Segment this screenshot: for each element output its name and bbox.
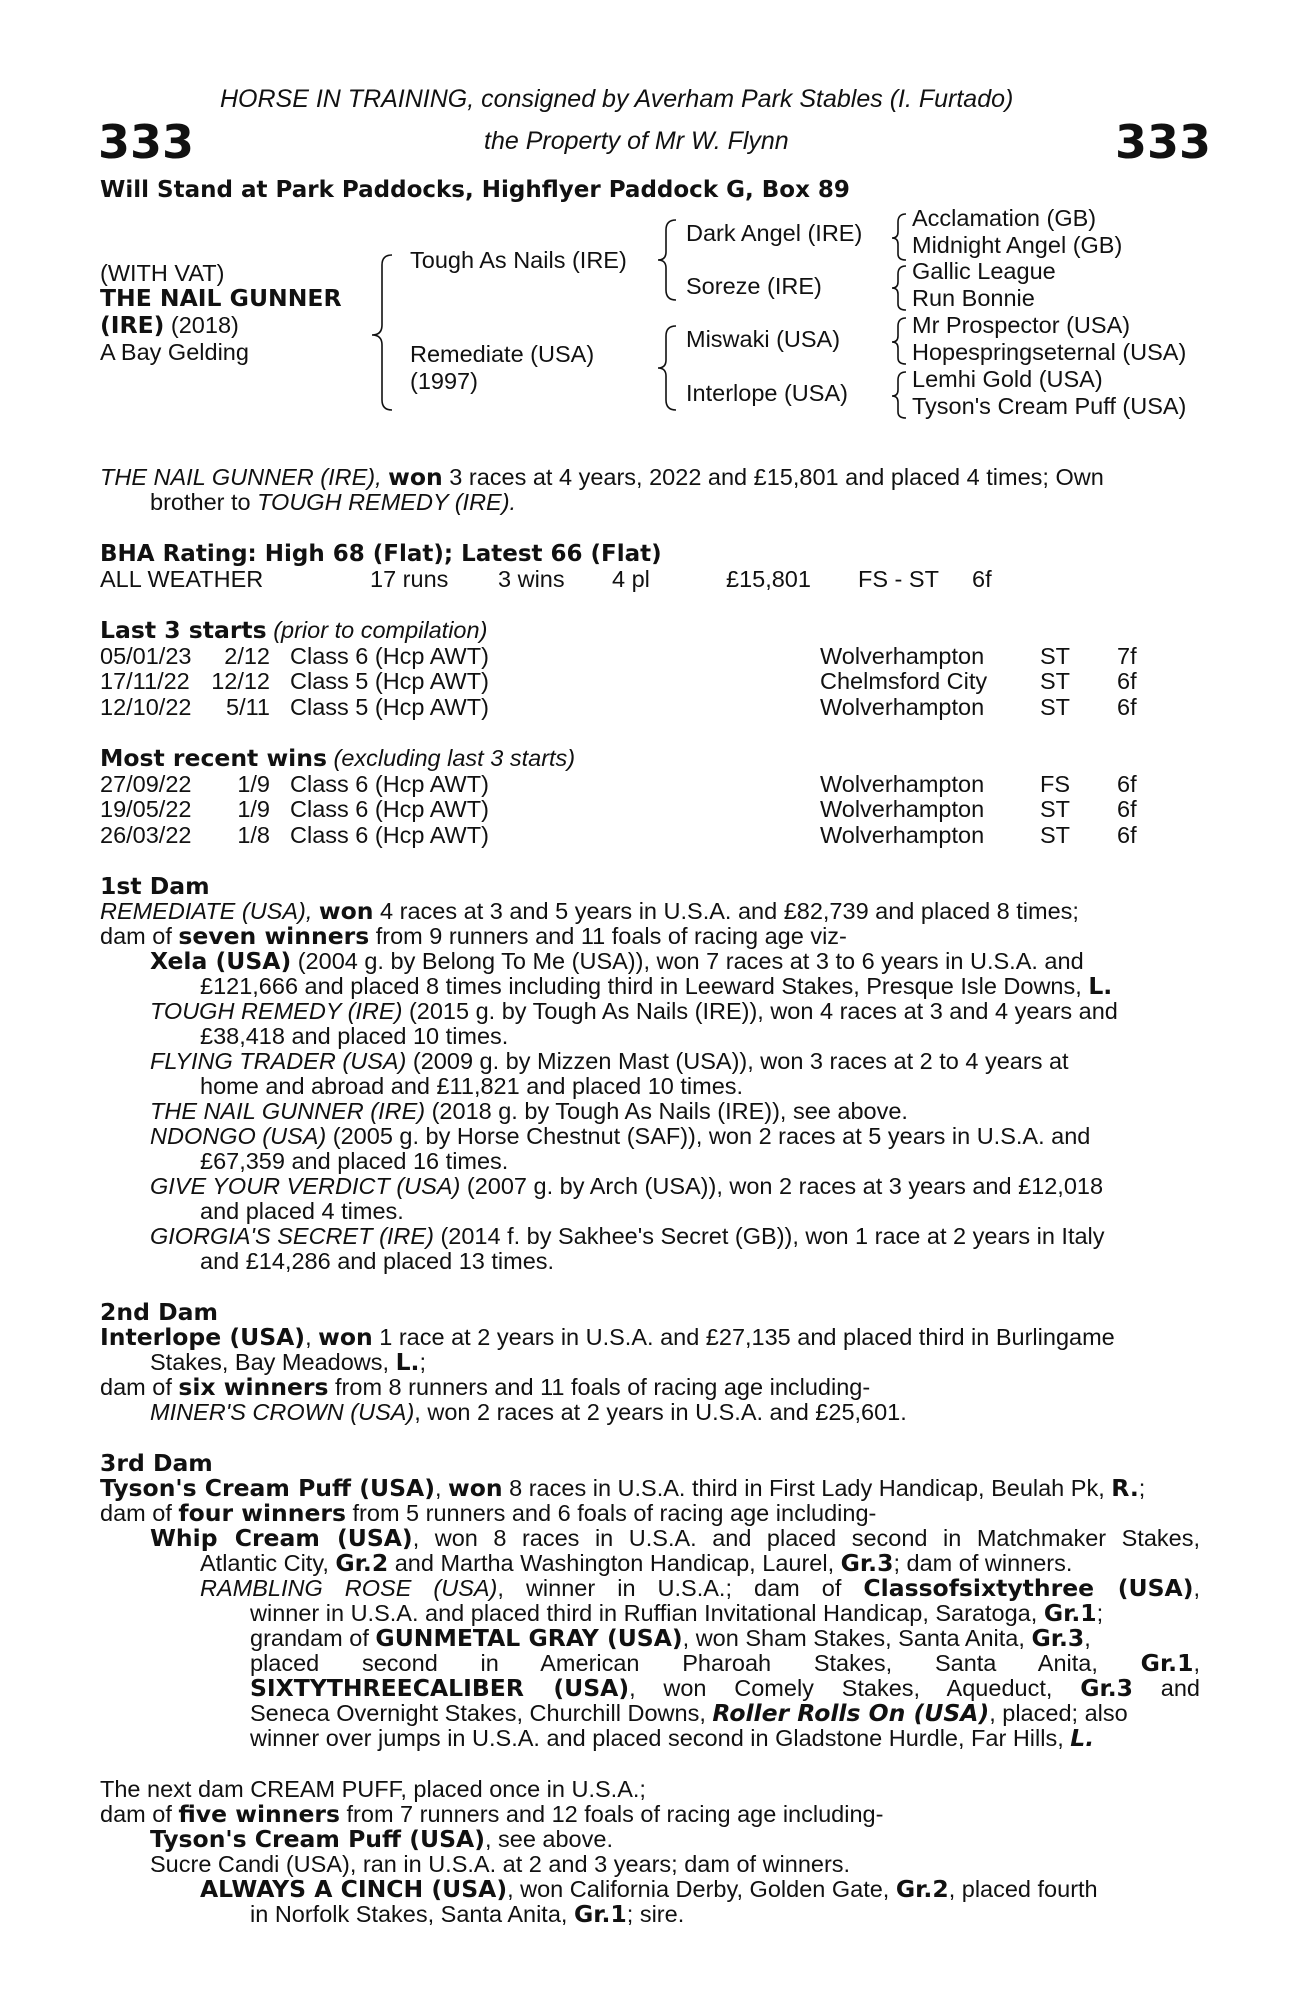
horse-name: THE NAIL GUNNER xyxy=(100,284,342,312)
dam1-line1: REMEDIATE (USA), won 4 races at 3 and 5 years in U.S.A. and £82,739 and placed 8 times; xyxy=(100,897,1079,925)
lot-number-left: 333 xyxy=(98,115,195,169)
bha-rating: BHA Rating: High 68 (Flat); Latest 66 (Flat) xyxy=(100,541,662,567)
next-dam-line1: The next dam CREAM PUFF, placed once in U.S.A.; xyxy=(100,1776,646,1802)
pedigree-sire-dam: Soreze (IRE) xyxy=(686,273,822,299)
dam1-line2: dam of seven winners from 9 runners and 11 foals of racing age viz- xyxy=(100,922,847,950)
rating-record-row xyxy=(100,566,1200,592)
pedigree-sire-sire: Dark Angel (IRE) xyxy=(686,220,863,246)
rating-earnings: £15,801 xyxy=(726,566,811,592)
pedigree-sdd: Run Bonnie xyxy=(912,285,1035,311)
progeny-give-your-verdict: GIVE YOUR VERDICT (USA) (2007 g. by Arch (USA)), won 2 races at 3 years and £12,018 xyxy=(150,1173,1104,1199)
progeny-ndongo: NDONGO (USA) (2005 g. by Horse Chestnut (SAF)), won 2 races at 5 years in U.S.A. and xyxy=(150,1123,1091,1149)
consignment-line: HORSE IN TRAINING, consigned by Averham Park Stables (I. Furtado) xyxy=(220,85,1014,113)
dam2-line3: dam of six winners from 8 runners and 11 foals of racing age including- xyxy=(100,1373,871,1401)
pedigree-dam: Remediate (USA) xyxy=(410,341,595,367)
property-line: the Property of Mr W. Flynn xyxy=(484,127,789,155)
form-row: 17/11/22 12/12 Class 5 (Hcp AWT) Chelmsford City ST 6f xyxy=(100,668,1137,694)
win-row: 27/09/22 1/9 Class 6 (Hcp AWT) Wolverhampton FS 6f xyxy=(100,771,1137,797)
dam2-line2: Stakes, Bay Meadows, L.; xyxy=(150,1348,426,1376)
progeny-xela-line2: £121,666 and placed 8 times including third in Leeward Stakes, Presque Isle Downs, L. xyxy=(200,972,1113,1000)
progeny-xela: Xela (USA) (2004 g. by Belong To Me (USA)), won 7 races at 3 to 6 years in U.S.A. and xyxy=(150,947,1084,975)
dam3-heading: 3rd Dam xyxy=(100,1449,213,1477)
dam2-heading: 2nd Dam xyxy=(100,1298,218,1326)
rating-distance: 6f xyxy=(972,566,992,592)
progeny-rambling-rose-line3: grandam of GUNMETAL GRAY (USA), won Sham Stakes, Santa Anita, Gr.3, xyxy=(250,1624,1091,1652)
pedigree-ssd: Midnight Angel (GB) xyxy=(912,232,1123,258)
horse-description: A Bay Gelding xyxy=(100,339,249,365)
recent-wins-heading: Most recent wins (excluding last 3 starts) xyxy=(100,744,576,772)
progeny-flying-trader: FLYING TRADER (USA) (2009 g. by Mizzen Mast (USA)), won 3 races at 2 to 4 years at xyxy=(150,1048,1069,1074)
vat-status: (WITH VAT) xyxy=(100,260,225,286)
pedigree-sss: Acclamation (GB) xyxy=(912,205,1097,231)
progeny-tysons-cream-puff: Tyson's Cream Puff (USA), see above. xyxy=(150,1825,613,1853)
pedigree-dss: Mr Prospector (USA) xyxy=(912,312,1131,338)
progeny-giorgias-secret-line2: and £14,286 and placed 13 times. xyxy=(200,1248,555,1274)
pedigree-dam-year: (1997) xyxy=(410,368,478,394)
pedigree-dds: Lemhi Gold (USA) xyxy=(912,366,1103,392)
progeny-sixtythreecaliber-line2: Seneca Overnight Stakes, Churchill Downs, Roller Rolls On (USA), placed; also xyxy=(250,1699,1128,1727)
progeny-whip-cream-line2: Atlantic City, Gr.2 and Martha Washington Handicap, Laurel, Gr.3; dam of winners. xyxy=(200,1549,1073,1577)
listed-mark: L. xyxy=(1070,1724,1095,1752)
pedigree-sire: Tough As Nails (IRE) xyxy=(410,247,627,273)
dam3-line1: Tyson's Cream Puff (USA), won 8 races in U.S.A. third in First Lady Handicap, Beulah Pk, R.; xyxy=(100,1474,1146,1502)
progeny-giorgias-secret: GIORGIA'S SECRET (IRE) (2014 f. by Sakhee's Secret (GB)), won 1 race at 2 years in Italy xyxy=(150,1223,1105,1249)
summary-line2: brother to TOUGH REMEDY (IRE). xyxy=(150,489,517,515)
progeny-rambling-rose-line2: winner in U.S.A. and placed third in Ruffian Invitational Handicap, Saratoga, Gr.1; xyxy=(250,1599,1104,1627)
form-row: 05/01/23 2/12 Class 6 (Hcp AWT) Wolverhampton ST 7f xyxy=(100,643,1137,669)
rating-placed: 4 pl xyxy=(612,566,650,592)
dam1-heading: 1st Dam xyxy=(100,872,210,900)
pedigree-dam-dam: Interlope (USA) xyxy=(686,380,848,406)
pedigree-dam-sire: Miswaki (USA) xyxy=(686,326,841,352)
progeny-tough-remedy-line2: £38,418 and placed 10 times. xyxy=(200,1023,509,1049)
rating-surface: ALL WEATHER xyxy=(100,566,264,592)
progeny-give-your-verdict-line2: and placed 4 times. xyxy=(200,1198,404,1224)
progeny-ndongo-line2: £67,359 and placed 16 times. xyxy=(200,1148,509,1174)
progeny-sixtythreecaliber-line3: winner over jumps in U.S.A. and placed second in Gladstone Hurdle, Far Hills, L. xyxy=(250,1724,1095,1752)
rating-wins: 3 wins xyxy=(498,566,565,592)
summary-line1: THE NAIL GUNNER (IRE), won 3 races at 4 years, 2022 and £15,801 and placed 4 times; Own xyxy=(100,463,1104,491)
progeny-flying-trader-line2: home and abroad and £11,821 and placed 10 times. xyxy=(200,1073,744,1099)
progeny-always-a-cinch: ALWAYS A CINCH (USA), won California Derby, Golden Gate, Gr.2, placed fourth xyxy=(200,1875,1098,1903)
pedigree-dsd: Hopespringseternal (USA) xyxy=(912,339,1187,365)
progeny-miners-crown: MINER'S CROWN (USA), won 2 races at 2 years in U.S.A. and £25,601. xyxy=(150,1399,907,1425)
progeny-sucre-candi: Sucre Candi (USA), ran in U.S.A. at 2 and 3 years; dam of winners. xyxy=(150,1851,851,1877)
progeny-rambling-rose-line4: placed second in American Pharoah Stakes, Santa Anita, Gr.1, xyxy=(250,1649,1200,1677)
win-row: 26/03/22 1/8 Class 6 (Hcp AWT) Wolverhampton ST 6f xyxy=(100,822,1137,848)
pedigree-ddd: Tyson's Cream Puff (USA) xyxy=(912,393,1187,419)
rating-going: FS - ST xyxy=(858,566,939,592)
dam2-line1: Interlope (USA), won 1 race at 2 years in U.S.A. and £27,135 and placed third in Burlingame xyxy=(100,1323,1115,1351)
stand-location: Will Stand at Park Paddocks, Highflyer Paddock G, Box 89 xyxy=(100,177,850,203)
rating-runs: 17 runs xyxy=(370,566,449,592)
pedigree-braces xyxy=(0,0,1314,440)
progeny-whip-cream: Whip Cream (USA), won 8 races in U.S.A. and placed second in Matchmaker Stakes, xyxy=(150,1524,1201,1552)
pedigree-sds: Gallic League xyxy=(912,258,1056,284)
dam3-line2: dam of four winners from 5 runners and 6 foals of racing age including- xyxy=(100,1499,877,1527)
progeny-nail-gunner: THE NAIL GUNNER (IRE) (2018 g. by Tough As Nails (IRE)), see above. xyxy=(150,1098,908,1124)
form-row: 12/10/22 5/11 Class 5 (Hcp AWT) Wolverhampton ST 6f xyxy=(100,694,1137,720)
progeny-tough-remedy: TOUGH REMEDY (IRE) (2015 g. by Tough As Nails (IRE)), won 4 races at 3 and 4 years and xyxy=(150,998,1118,1024)
progeny-always-a-cinch-line2: in Norfolk Stakes, Santa Anita, Gr.1; sire. xyxy=(250,1900,685,1928)
horse-name-line2: (IRE) (2018) xyxy=(100,311,239,339)
win-row: 19/05/22 1/9 Class 6 (Hcp AWT) Wolverhampton ST 6f xyxy=(100,796,1137,822)
progeny-sixtythreecaliber: SIXTYTHREECALIBER (USA), won Comely Stakes, Aqueduct, Gr.3 and xyxy=(250,1674,1201,1702)
progeny-rambling-rose: RAMBLING ROSE (USA), winner in U.S.A.; dam of Classofsixtythree (USA), xyxy=(200,1574,1201,1602)
next-dam-line2: dam of five winners from 7 runners and 12 foals of racing age including- xyxy=(100,1800,884,1828)
last-starts-heading: Last 3 starts (prior to compilation) xyxy=(100,616,488,644)
lot-number-right: 333 xyxy=(1115,115,1212,169)
